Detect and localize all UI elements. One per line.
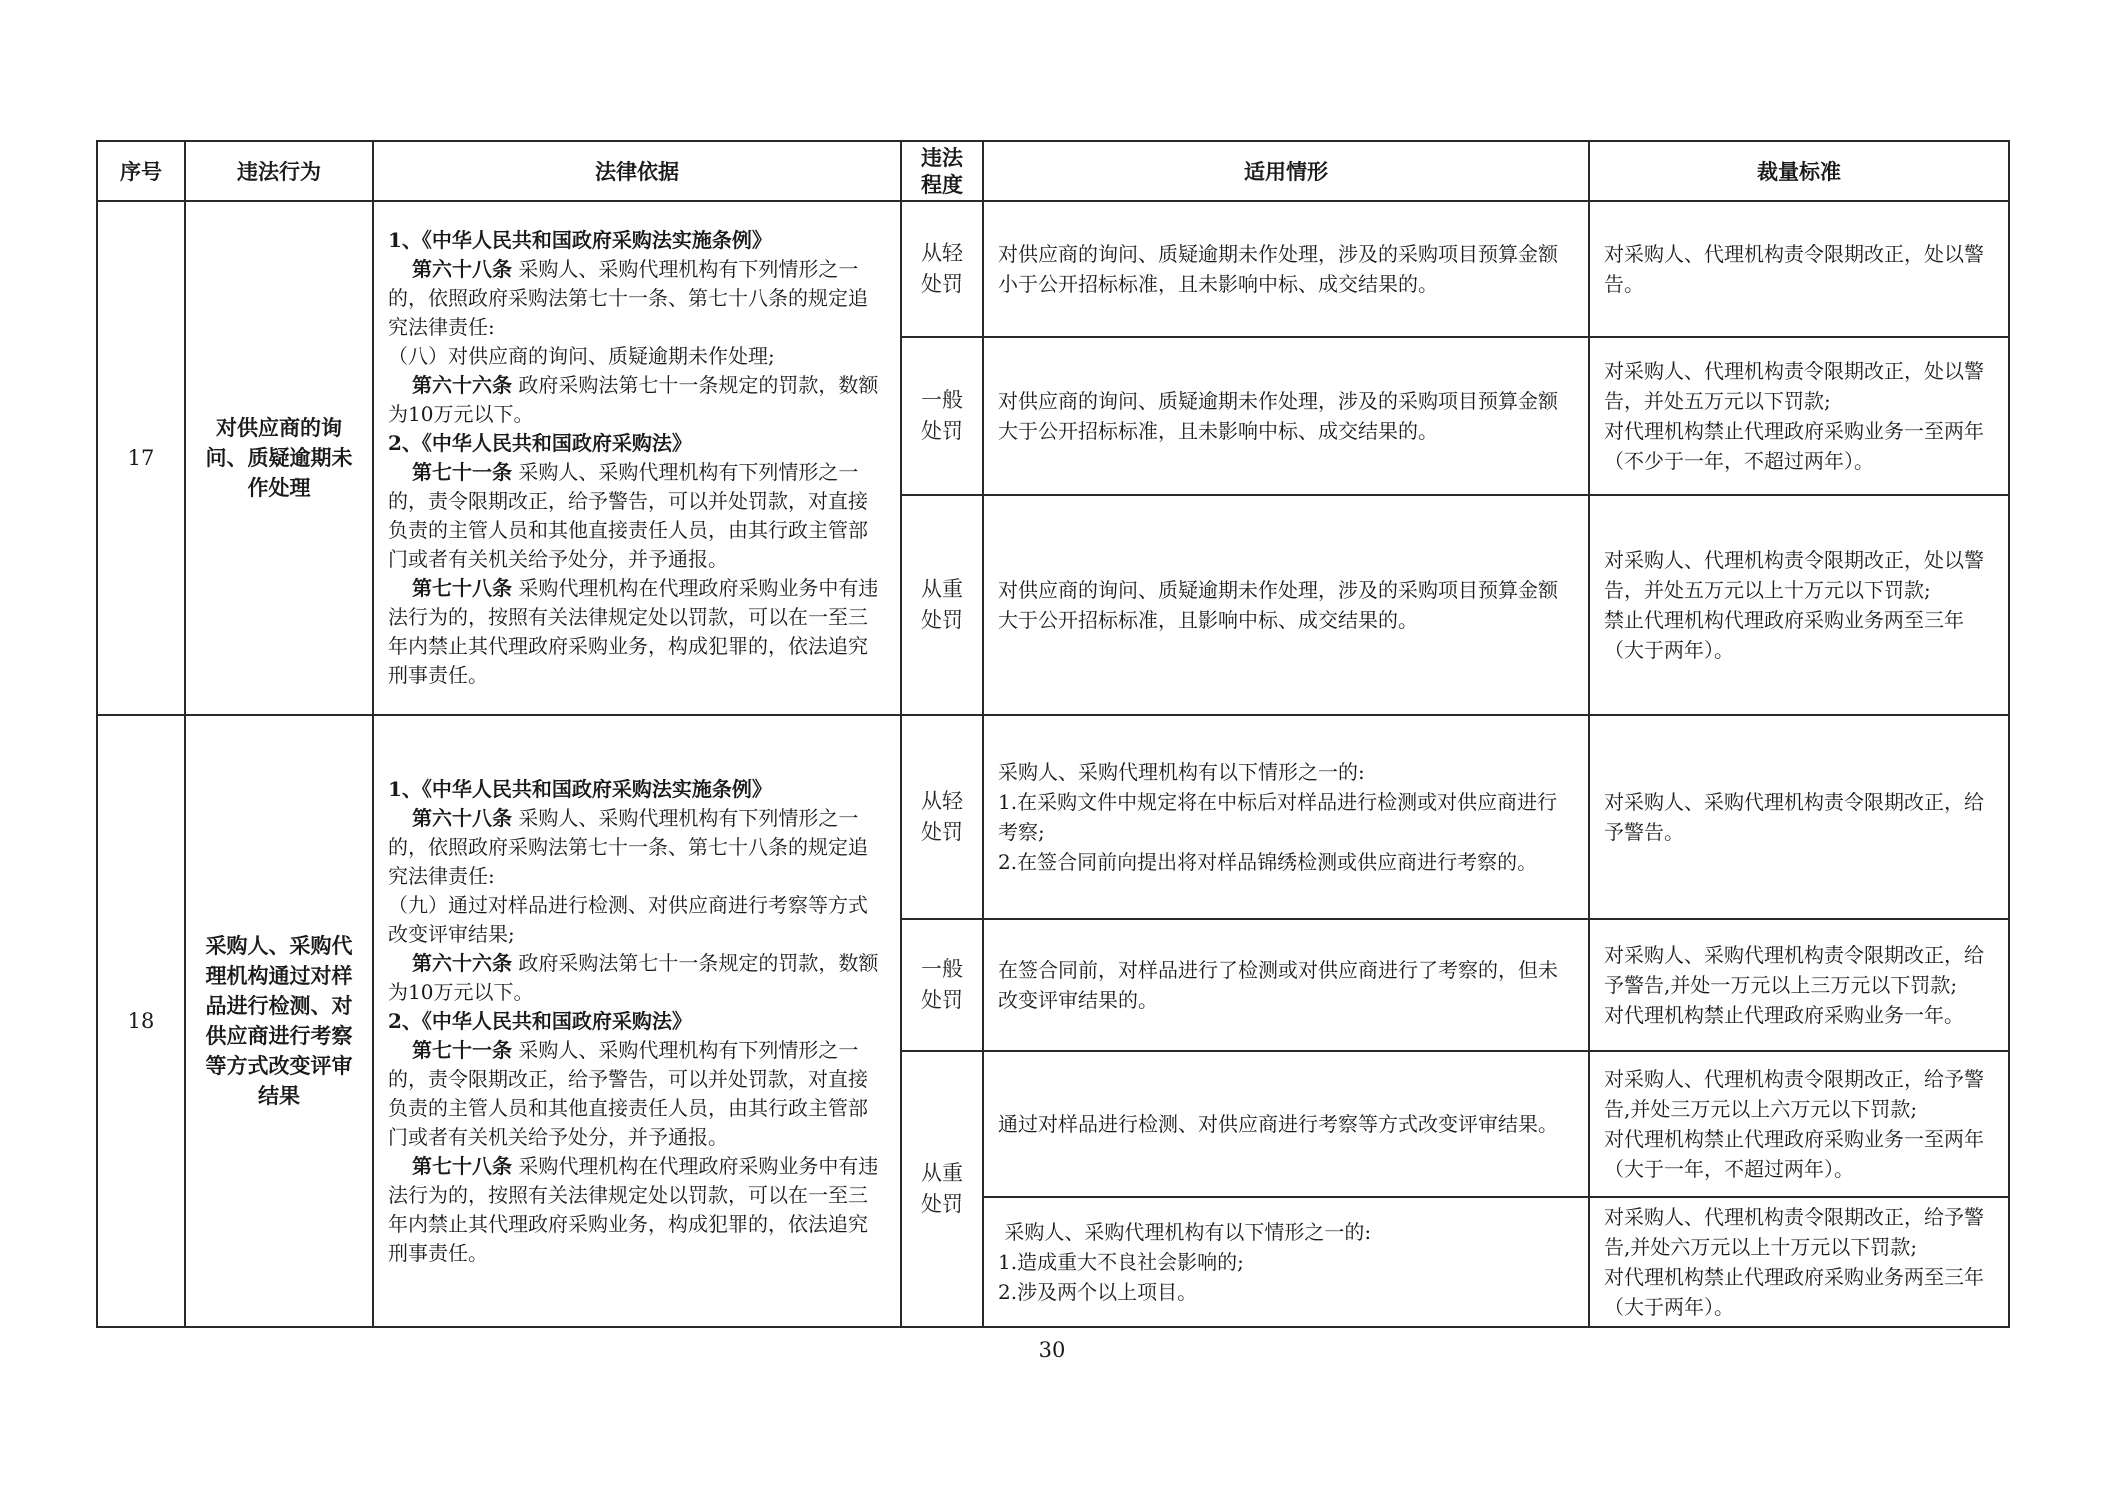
degree-cell — [901, 201, 983, 337]
article-text: 采购人、采购代理机构有下列情形之一的，责令限期改正，给予警告，可以并处罚款，对直接负责的主管人员和其他直接责任人员，由其行政主管部门或者有关机关给予处分，并予通报。 — [388, 1037, 868, 1149]
page-number: 30 — [1038, 1338, 1066, 1362]
standard-cell — [1589, 201, 2009, 337]
law-article — [388, 949, 886, 1007]
situation-line: 2.涉及两个以上项目。 — [998, 1280, 1198, 1304]
standard-cell — [1589, 1197, 2009, 1327]
situation-line: 采购人、采购代理机构有以下情形之一的: — [998, 760, 1365, 784]
header-act: 违法行为 — [185, 141, 373, 201]
standard-line: 对采购人、代理机构责令限期改正，处以警告。 — [1604, 242, 1984, 296]
law-item: （九）通过对样品进行检测、对供应商进行考察等方式改变评审结果; — [388, 892, 868, 946]
law-article — [388, 1152, 886, 1268]
standard-cell — [1589, 715, 2009, 919]
degree-line1: 从重 — [921, 1161, 963, 1185]
header-degree-line1: 违法 — [921, 145, 963, 170]
article-text: 政府采购法第七十一条规定的罚款，数额为10万元以下。 — [388, 950, 879, 1004]
degree-line1: 从重 — [921, 577, 963, 601]
degree-line1: 一般 — [921, 388, 963, 412]
situation-cell: 对供应商的询问、质疑逾期未作处理，涉及的采购项目预算金额大于公开招标标准，且未影响中标、成交结果的。 — [983, 337, 1589, 495]
standard-cell — [1589, 337, 2009, 495]
standard-line: 对代理机构禁止代理政府采购业务一至两年（大于一年，不超过两年）。 — [1604, 1127, 1984, 1181]
law-title-2: 2、《中华人民共和国政府采购法》 — [388, 431, 692, 455]
standard-cell — [1589, 919, 2009, 1051]
standard-line: 对采购人、代理机构责令限期改正，处以警告，并处五万元以上十万元以下罚款; — [1604, 548, 1984, 602]
situation-cell — [983, 919, 1589, 1051]
article-number: 第六十八条 — [412, 257, 512, 281]
law-article — [388, 1036, 886, 1152]
degree-line2: 处罚 — [921, 419, 963, 443]
situation-line: 采购人、采购代理机构有以下情形之一的: — [998, 1220, 1372, 1244]
situation-cell: 对供应商的询问、质疑逾期未作处理，涉及的采购项目预算金额小于公开招标标准，且未影响中标、成交结果的。 — [983, 201, 1589, 337]
standard-line: 对采购人、代理机构责令限期改正，给予警告,并处六万元以上十万元以下罚款; — [1604, 1205, 1984, 1259]
standard-line: 禁止代理机构代理政府采购业务两至三年（大于两年）。 — [1604, 608, 1964, 662]
degree-line1: 从轻 — [921, 789, 963, 813]
standard-line: 对代理机构禁止代理政府采购业务一年。 — [1604, 1003, 1964, 1027]
situation-cell — [983, 1051, 1589, 1197]
standard-line: 对采购人、代理机构责令限期改正，给予警告,并处三万元以上六万元以下罚款; — [1604, 1067, 1984, 1121]
standard-cell — [1589, 1051, 2009, 1197]
situation-line: 通过对样品进行检测、对供应商进行考察等方式改变评审结果。 — [998, 1112, 1558, 1136]
standard-line: 对采购人、采购代理机构责令限期改正，给予警告,并处一万元以上三万元以下罚款; — [1604, 943, 1984, 997]
degree-line2: 处罚 — [921, 988, 963, 1012]
law-title-2: 2、《中华人民共和国政府采购法》 — [388, 1008, 692, 1033]
header-standard: 裁量标准 — [1589, 141, 2009, 201]
article-number: 第七十一条 — [412, 460, 512, 484]
table-header-row — [97, 141, 2009, 201]
article-number: 第七十一条 — [412, 1037, 512, 1062]
legal-basis — [373, 201, 901, 715]
degree-line1: 从轻 — [921, 241, 963, 265]
situation-cell — [983, 715, 1589, 919]
degree-cell — [901, 715, 983, 919]
header-situation: 适用情形 — [983, 141, 1589, 201]
penalty-table — [96, 140, 2010, 1328]
article-text: 采购人、采购代理机构有下列情形之一的，依照政府采购法第七十一条、第七十八条的规定追究法律责任: — [388, 805, 868, 888]
standard-line: 对代理机构禁止代理政府采购业务一至两年（不少于一年，不超过两年）。 — [1604, 419, 1984, 473]
law-article — [388, 574, 886, 690]
header-no: 序号 — [97, 141, 185, 201]
standard-line: 对代理机构禁止代理政府采购业务两至三年（大于两年）。 — [1604, 1265, 1984, 1319]
article-number: 第六十六条 — [412, 373, 512, 397]
header-law: 法律依据 — [373, 141, 901, 201]
situation-line: 2.在签合同前向提出将对样品锦绣检测或供应商进行考察的。 — [998, 850, 1538, 874]
row-number: 17 — [97, 201, 185, 715]
article-text: 采购代理机构在代理政府采购业务中有违法行为的，按照有关法律规定处以罚款，可以在一至三年内禁止其代理政府采购业务，构成犯罪的，依法追究刑事责任。 — [388, 1153, 879, 1265]
degree-cell — [901, 495, 983, 715]
law-article — [388, 255, 886, 342]
degree-cell — [901, 1051, 983, 1327]
table-row — [97, 201, 2009, 337]
table-row — [97, 715, 2009, 919]
standard-line: 对采购人、采购代理机构责令限期改正，给予警告。 — [1604, 790, 1984, 844]
law-item: （八）对供应商的询问、质疑逾期未作处理; — [388, 344, 775, 368]
situation-line: 1.造成重大不良社会影响的; — [998, 1250, 1244, 1274]
degree-line1: 一般 — [921, 957, 963, 981]
degree-line2: 处罚 — [921, 1192, 963, 1216]
law-title-1: 1、《中华人民共和国政府采购法实施条例》 — [388, 776, 772, 801]
header-degree-line2: 程度 — [921, 172, 963, 197]
legal-basis — [373, 715, 901, 1327]
article-number: 第七十八条 — [412, 576, 512, 600]
article-text: 政府采购法第七十一条规定的罚款，数额为10万元以下。 — [388, 373, 879, 426]
article-text: 采购代理机构在代理政府采购业务中有违法行为的，按照有关法律规定处以罚款，可以在一至三年内禁止其代理政府采购业务，构成犯罪的，依法追究刑事责任。 — [388, 576, 879, 687]
situation-cell — [983, 1197, 1589, 1327]
article-text: 采购人、采购代理机构有下列情形之一的，依照政府采购法第七十一条、第七十八条的规定追究法律责任: — [388, 257, 868, 339]
degree-line2: 处罚 — [921, 608, 963, 632]
header-degree — [901, 141, 983, 201]
article-number: 第六十六条 — [412, 950, 512, 975]
law-article — [388, 371, 886, 429]
article-number: 第七十八条 — [412, 1153, 512, 1178]
violation-act: 对供应商的询问、质疑逾期未作处理 — [185, 201, 373, 715]
row-number: 18 — [97, 715, 185, 1327]
violation-act: 采购人、采购代理机构通过对样品进行检测、对供应商进行考察等方式改变评审结果 — [185, 715, 373, 1327]
law-title-1: 1、《中华人民共和国政府采购法实施条例》 — [388, 228, 772, 252]
standard-cell — [1589, 495, 2009, 715]
situation-line: 1.在采购文件中规定将在中标后对样品进行检测或对供应商进行考察; — [998, 790, 1558, 844]
degree-line2: 处罚 — [921, 820, 963, 844]
degree-cell — [901, 919, 983, 1051]
article-number: 第六十八条 — [412, 805, 512, 830]
standard-line: 对采购人、代理机构责令限期改正，处以警告，并处五万元以下罚款; — [1604, 359, 1984, 413]
degree-cell — [901, 337, 983, 495]
law-article — [388, 458, 886, 574]
law-article — [388, 804, 886, 891]
article-text: 采购人、采购代理机构有下列情形之一的，责令限期改正，给予警告，可以并处罚款，对直接负责的主管人员和其他直接责任人员，由其行政主管部门或者有关机关给予处分，并予通报。 — [388, 460, 868, 571]
situation-cell: 对供应商的询问、质疑逾期未作处理，涉及的采购项目预算金额大于公开招标标准，且影响中标、成交结果的。 — [983, 495, 1589, 715]
situation-line: 在签合同前，对样品进行了检测或对供应商进行了考察的，但未改变评审结果的。 — [998, 958, 1558, 1012]
degree-line2: 处罚 — [921, 272, 963, 296]
